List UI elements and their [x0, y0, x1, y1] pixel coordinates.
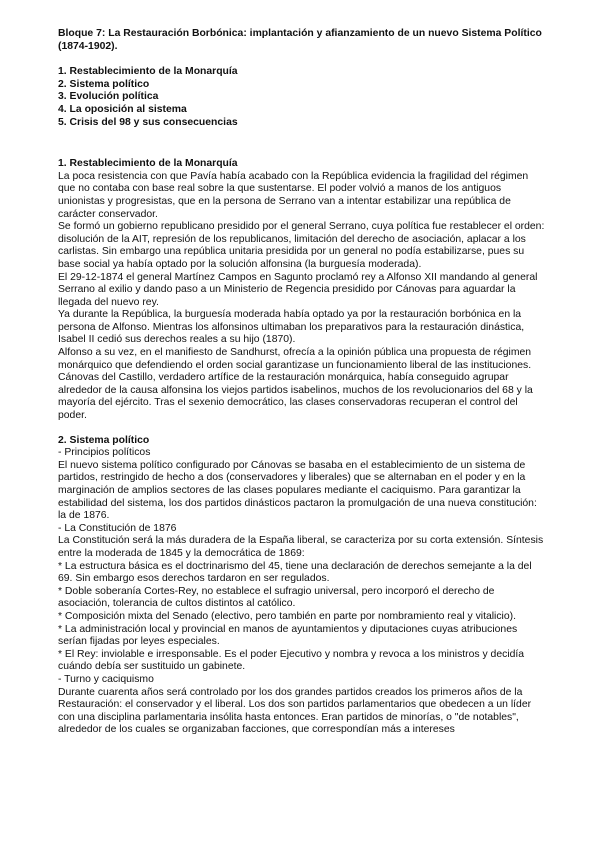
paragraph: El nuevo sistema político configurado por Cánovas se basaba en el establecimiento de un sistema de partidos, restringido de hecho a dos (conservadores y liberales) que se alternaban en el poder y en la marginación de amplios sectores de las clases populares mediante el caciquismo. Para garantizar la estabilidad del sistema, los dos partidos dinásticos pactaron la promulgación de una nueva constitución: la de 1876.: [58, 459, 537, 522]
spacer: [58, 129, 546, 158]
document-page: [58, 28, 546, 749]
subheading: - Principios políticos: [58, 447, 151, 459]
paragraph: El 29-12-1874 el general Martínez Campos en Sagunto proclamó rey a Alfonso XII mandando al general Serrano al exilio y dando paso a un Ministerio de Regencia presidido por Cánovas para aguardar la llegada del nuevo rey.: [58, 271, 538, 308]
toc-item: 2. Sistema político: [58, 78, 150, 90]
subheading: - Turno y caciquismo: [58, 673, 154, 685]
paragraph: Alfonso a su vez, en el manifiesto de Sandhurst, ofrecía a la opinión pública una propuesta de régimen monárquico que defendiendo el orden social garantizase un funcionamiento liberal de las instituciones. Cánovas del Castillo, verdadero artífice de la restauración monárquica, había conseguido agrupar alrededor de la causa alfonsina los viejos partidos isabelinos, muchos de los revolucionarios del 68 y la mayoría del ejército. Tras el sexenio democrático, las clases conservadoras recuperan el control del poder.: [58, 347, 533, 422]
bullet-item: * Doble soberanía Cortes-Rey, no establece el sufragio universal, pero incorporó el derecho de asociación, tolerancia de cultos distintos al católico.: [58, 585, 495, 610]
section-restablecimiento: [58, 158, 546, 422]
document-title: Bloque 7: La Restauración Borbónica: implantación y afianzamiento de un nuevo Sistema Político (1874-1902).: [58, 28, 542, 52]
toc-item: 4. La oposición al sistema: [58, 103, 187, 115]
toc-item: 3. Evolución política: [58, 91, 159, 103]
subheading: - La Constitución de 1876: [58, 522, 177, 534]
paragraph: La Constitución será la más duradera de la España liberal, se caracteriza por su corta extensión. Síntesis entre la moderada de 1845 y la democrática de 1869:: [58, 535, 544, 559]
section-sistema-politico: [58, 435, 546, 737]
paragraph: Se formó un gobierno republicano presidido por el general Serrano, cuya política fue restablecer el orden: disolución de la AIT, represión de los republicanos, limitación del derecho de asociación, aplacar a los carlistas. Sin embargo una república unitaria presidida por un general no podía estabilizarse, pues su base social ya había optado por la solución alfonsina (la burguesía moderada).: [58, 221, 545, 270]
paragraph: Durante cuarenta años será controlado por los dos grandes partidos creados los primeros años de la Restauración: el conservador y el liberal. Los dos son partidos parlamentarios que obedecen a un líder con una disciplina parlamentaria insólita hasta entonces. Eran partidos de minorías, o "de notables", alrededor de los cuales se organizaban facciones, que correspondían más a intereses: [58, 686, 532, 736]
bullet-item: * El Rey: inviolable e irresponsable. Es el poder Ejecutivo y nombra y revoca a los ministros y decidía cuándo debía ser sustituido un gabinete.: [58, 648, 525, 673]
toc-item: 5. Crisis del 98 y sus consecuencias: [58, 116, 238, 128]
toc-item: 1. Restablecimiento de la Monarquía: [58, 66, 238, 78]
paragraph: Ya durante la República, la burguesía moderada había optado ya por la restauración borbónica en la persona de Alfonso. Mientras los alfonsinos ultimaban los preparativos para la restauración dinástica, Isabel II cedió sus derechos reales a su hijo (1870).: [58, 309, 525, 346]
bullet-item: * Composición mixta del Senado (electivo, pero también en parte por nombramiento real y vitalicio).: [58, 610, 516, 622]
bullet-item: * La administración local y provincial en manos de ayuntamientos y diputaciones cuyas atribuciones serían fijadas por leyes especiales.: [58, 623, 518, 648]
paragraph: La poca resistencia con que Pavía había acabado con la República evidencia la fragilidad del régimen que no contaba con base real sobre la que sustentarse. El poder volvió a manos de los antiguos unionistas y progresistas, que en la persona de Serrano van a intentar estabilizar una república de carácter conservador.: [58, 170, 529, 220]
section-heading: 1. Restablecimiento de la Monarquía: [58, 158, 238, 170]
table-of-contents: [58, 66, 546, 129]
bullet-item: * La estructura básica es el doctrinarismo del 45, tiene una declaración de derechos semejante a la del 69. Sin embargo esos derechos tardaron en ser regulados.: [58, 560, 532, 585]
section-heading: 2. Sistema político: [58, 434, 150, 446]
